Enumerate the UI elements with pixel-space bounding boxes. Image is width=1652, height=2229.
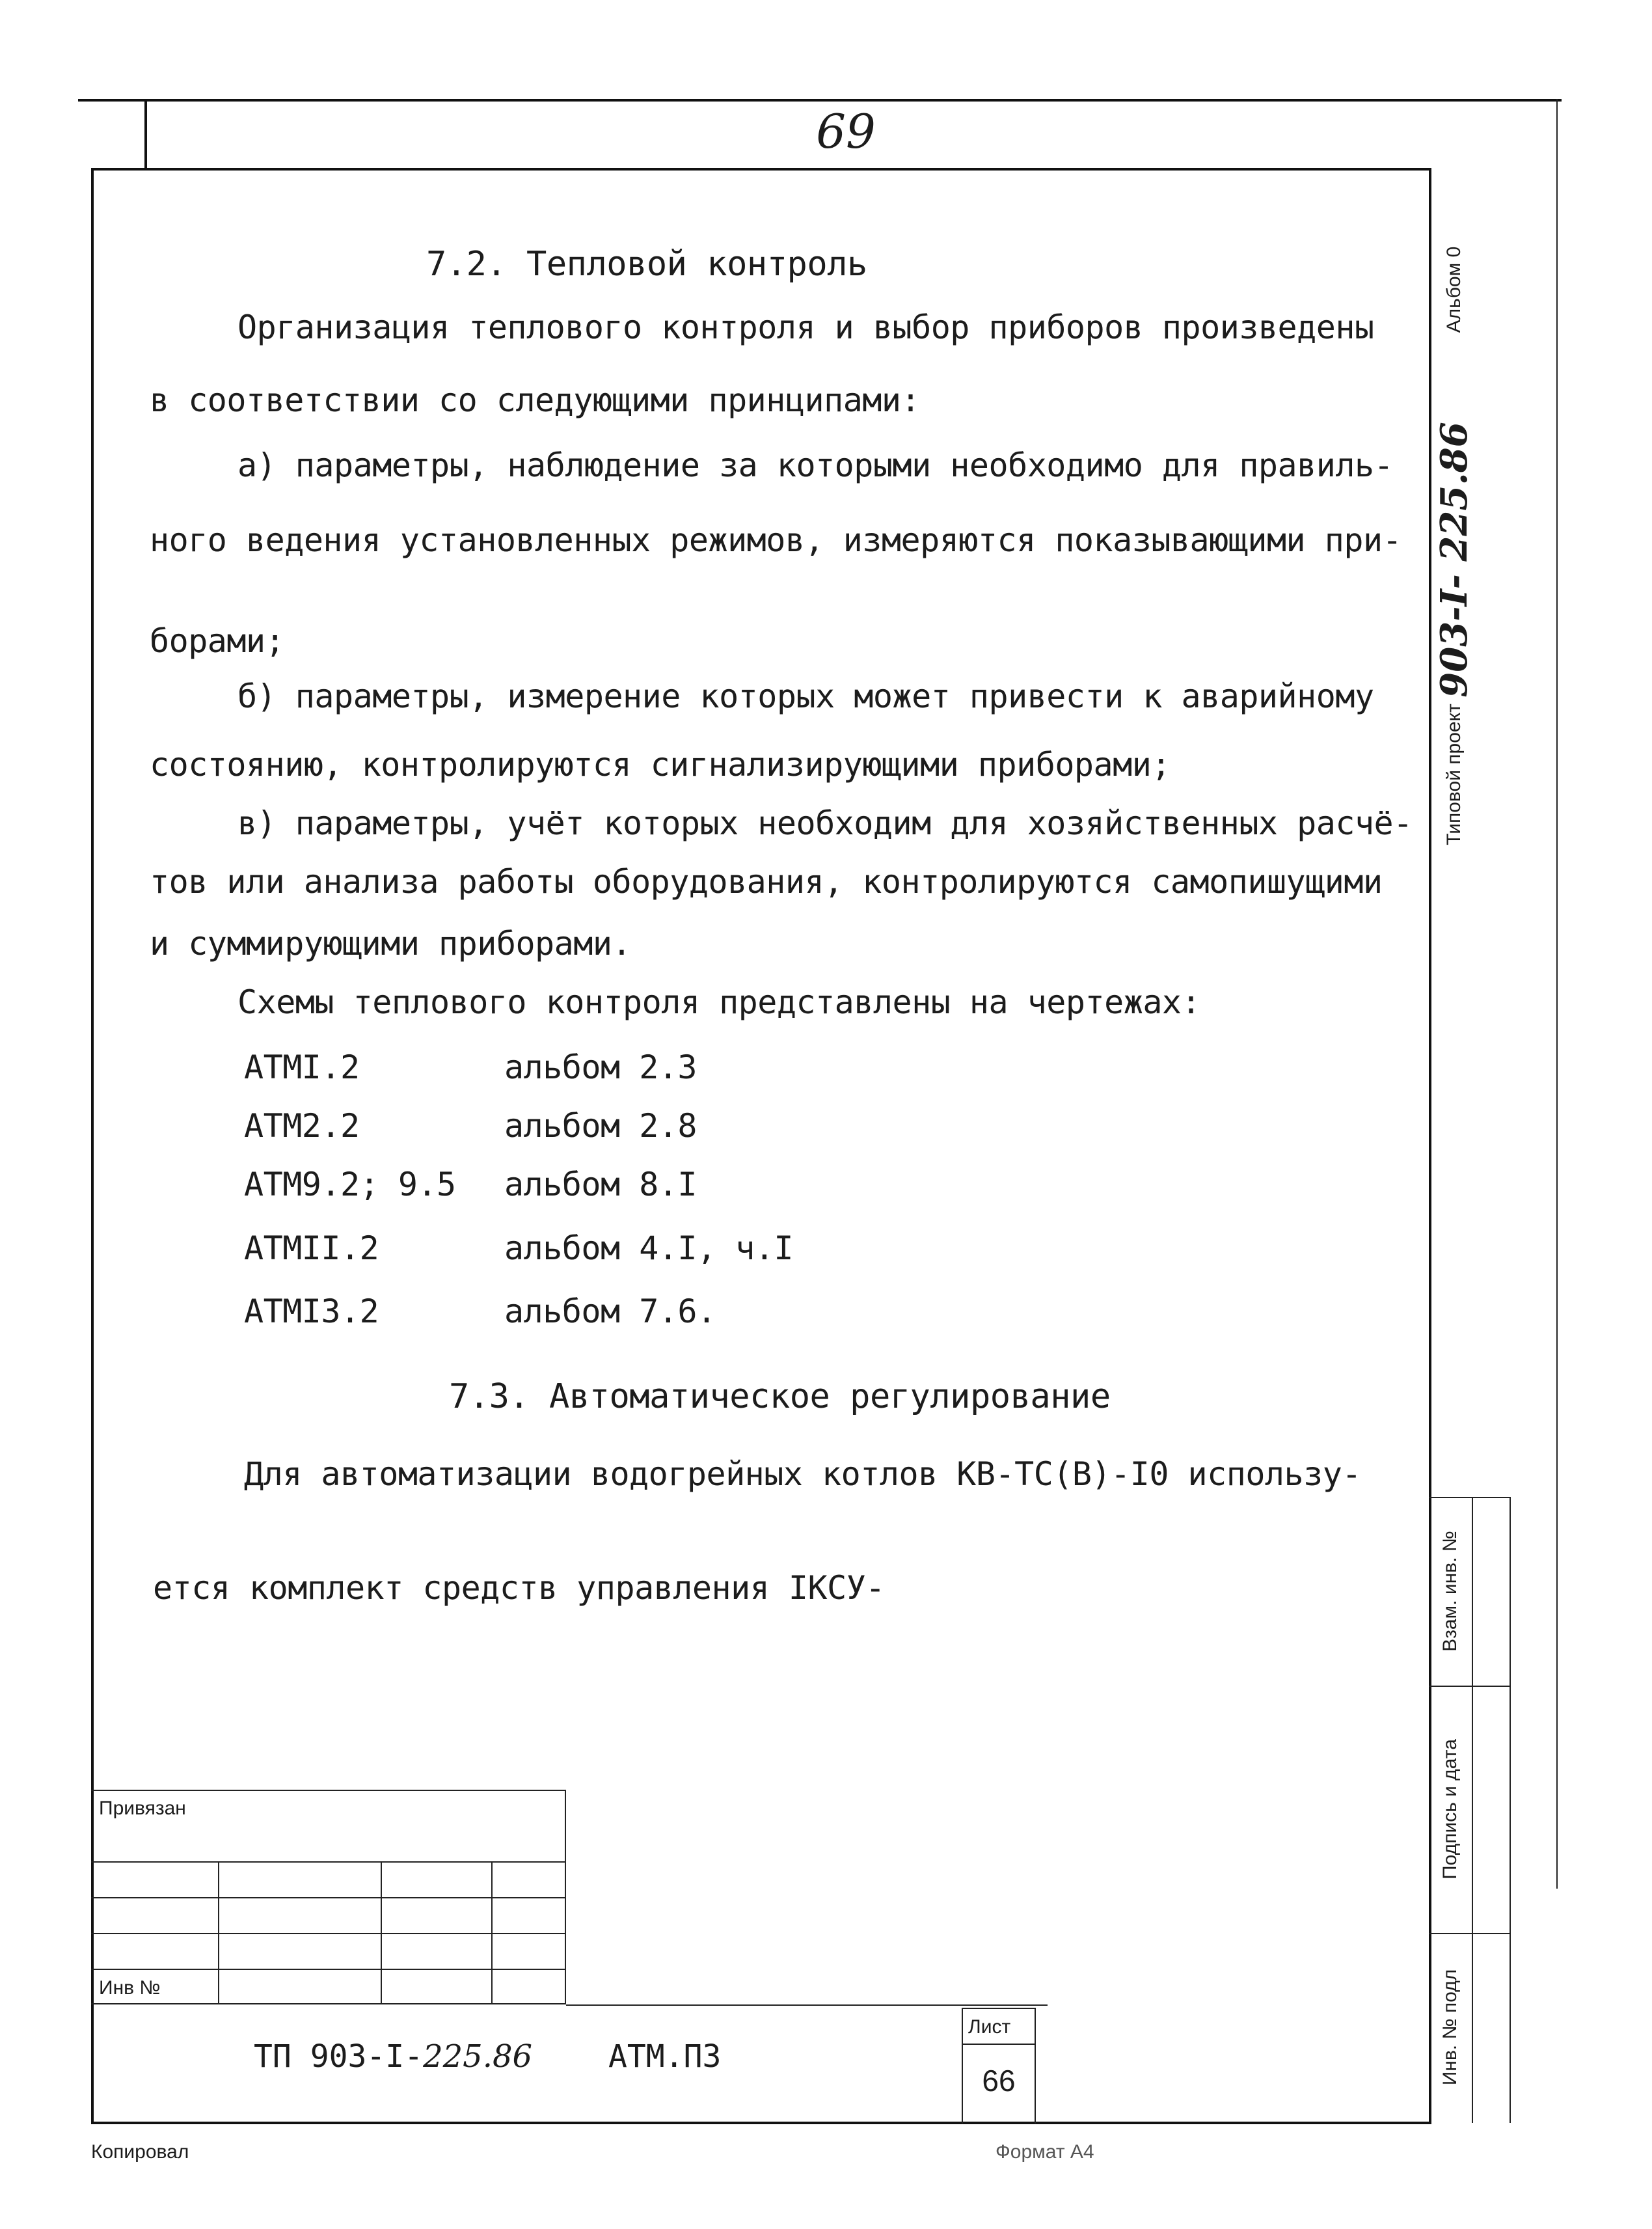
frame-top-tick	[144, 99, 147, 169]
stamp-table-row5	[91, 2003, 566, 2004]
item-a-line2: ного ведения установленных режимов, измеряются показывающими при-	[150, 521, 1402, 559]
frame-inner-top	[91, 168, 1431, 171]
item-b-line2: состоянию, контролируются сигнализирующими приборами;	[150, 746, 1171, 784]
stamp-inv-no-label: Инв №	[99, 1977, 161, 1999]
item-c-line3: и суммирующими приборами.	[150, 925, 632, 963]
stamp-table-col2	[381, 1861, 382, 2003]
scheme-album: альбом 8.I	[504, 1166, 697, 1203]
sheet-box-top	[962, 2008, 1036, 2009]
side-album-label: Альбом 0	[1443, 246, 1465, 333]
side-inv-podl: Инв. № подл	[1439, 1969, 1461, 2086]
side-table-mid	[1472, 1497, 1473, 2123]
side-project-label: Типовой проект	[1443, 704, 1465, 845]
scheme-album: альбом 2.8	[504, 1107, 697, 1145]
stamp-table-row1	[91, 1861, 566, 1863]
side-vzam-inv: Взам. инв. №	[1439, 1531, 1461, 1652]
scheme-code: АТМI3.2	[244, 1292, 379, 1330]
stamp-privyazan-label: Привязан	[99, 1798, 186, 1819]
side-project-code: 903-I- 225.86	[1433, 422, 1476, 698]
scheme-album: альбом 2.3	[504, 1048, 697, 1086]
side-podpis-data: Подпись и дата	[1439, 1739, 1461, 1880]
item-c-line2: тов или анализа работы оборудования, контролируются самопишущими	[150, 863, 1383, 901]
side-table-div2	[1429, 1933, 1510, 1934]
item-a-line3: борами;	[150, 622, 285, 660]
side-table-right	[1510, 1497, 1511, 2123]
scheme-code: АТМ9.2; 9.5	[244, 1166, 456, 1203]
stamp-doc-code: АТМ.ПЗ	[608, 2038, 722, 2075]
frame-top-line	[78, 99, 1562, 102]
item-b-line1: б) параметры, измерение которых может привести к аварийному	[237, 677, 1374, 715]
section-7-2-intro-line1: Организация теплового контроля и выбор приборов произведены	[237, 308, 1374, 346]
scheme-code: АТМ2.2	[244, 1107, 360, 1145]
sheet-label: Лист	[968, 2016, 1011, 2038]
scheme-album: альбом 7.6.	[504, 1292, 716, 1330]
section-7-3-line2: ется комплект средств управления IКСУ-	[153, 1569, 885, 1607]
scheme-code: АТМI.2	[244, 1048, 360, 1086]
frame-right-outer	[1556, 99, 1558, 1889]
sheet-box-mid	[962, 2044, 1036, 2045]
titleblock-top	[566, 2004, 1048, 2006]
item-a-line1: а) параметры, наблюдение за которыми необходимо для правиль-	[237, 446, 1394, 484]
stamp-table-col1	[218, 1861, 219, 2003]
page-number: 69	[816, 104, 876, 159]
item-c-line1: в) параметры, учёт которых необходим для хозяйственных расчё-	[237, 804, 1413, 842]
frame-bottom	[91, 2122, 1431, 2124]
section-7-2-intro-line2: в соответствии со следующими принципами:	[150, 381, 921, 419]
section-7-3-title: 7.3. Автоматическое регулирование	[449, 1377, 1111, 1416]
stamp-table-row2	[91, 1897, 566, 1898]
stamp-table-row3	[91, 1933, 566, 1934]
footer-format: Формат А4	[995, 2141, 1094, 2163]
footer-copied: Копировал	[91, 2141, 189, 2163]
side-table-top	[1429, 1497, 1510, 1498]
stamp-table-row4	[91, 1969, 566, 1970]
side-table-div1	[1429, 1686, 1510, 1687]
frame-left	[91, 168, 94, 2124]
scheme-album: альбом 4.I, ч.I	[504, 1229, 794, 1267]
stamp-code-prefix: ТП 903-I-	[254, 2038, 424, 2075]
scheme-code: АТМII.2	[244, 1229, 379, 1267]
schemes-intro: Схемы теплового контроля представлены на чертежах:	[237, 983, 1201, 1021]
frame-right	[1429, 168, 1431, 2124]
section-7-3-line1: Для автоматизации водогрейных котлов КВ-ТС(В)-I0 использу-	[244, 1455, 1361, 1493]
stamp-table-top	[91, 1790, 566, 1791]
section-7-2-title: 7.2. Тепловой контроль	[426, 245, 867, 284]
stamp-project-code	[254, 2038, 532, 2075]
stamp-table-col3	[491, 1861, 493, 2003]
sheet-number: 66	[982, 2064, 1016, 2098]
stamp-code-number: 225.86	[423, 2038, 533, 2075]
